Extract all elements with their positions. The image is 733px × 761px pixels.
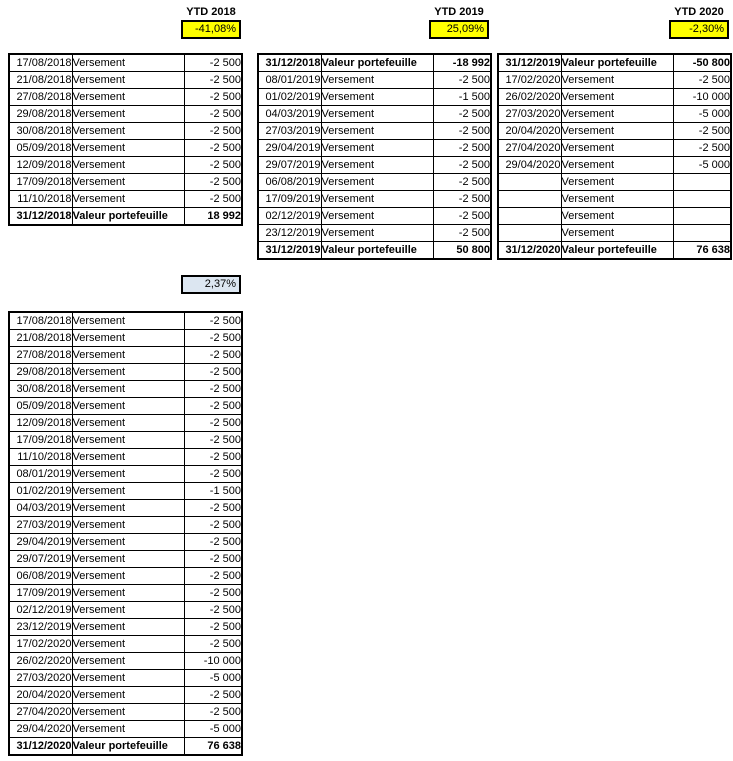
operation-label-cell[interactable]: Versement [72, 721, 184, 738]
date-cell[interactable]: 01/02/2019 [9, 483, 72, 500]
date-cell[interactable]: 21/08/2018 [9, 330, 72, 347]
date-cell[interactable]: 29/08/2018 [9, 364, 72, 381]
amount-cell[interactable]: -2 500 [433, 191, 491, 208]
operation-label-cell[interactable]: Versement [561, 140, 673, 157]
amount-cell[interactable]: -2 500 [184, 704, 242, 721]
date-cell[interactable]: 27/04/2020 [498, 140, 561, 157]
payment-row [9, 174, 242, 191]
amount-cell[interactable]: -5 000 [184, 670, 242, 687]
operation-label-cell[interactable]: Valeur portefeuille [561, 54, 673, 72]
operation-label-cell[interactable]: Versement [72, 687, 184, 704]
date-cell[interactable]: 05/09/2018 [9, 398, 72, 415]
payment-row [9, 157, 242, 174]
payment-row [9, 72, 242, 89]
payment-row [9, 602, 242, 619]
operation-label-cell[interactable]: Versement [561, 208, 673, 225]
overall-rate-cell[interactable]: 2,37% [181, 275, 241, 294]
date-cell[interactable]: 29/08/2018 [9, 106, 72, 123]
amount-cell[interactable] [673, 208, 731, 225]
date-cell[interactable]: 11/10/2018 [9, 449, 72, 466]
operation-label-cell[interactable]: Versement [321, 140, 433, 157]
operation-label-cell[interactable]: Versement [321, 89, 433, 106]
date-cell[interactable]: 17/09/2019 [258, 191, 321, 208]
amount-cell[interactable]: -2 500 [184, 72, 242, 89]
amount-cell[interactable]: -2 500 [433, 174, 491, 191]
payment-row [258, 225, 491, 242]
date-cell[interactable]: 05/09/2018 [9, 140, 72, 157]
amount-cell[interactable]: -2 500 [433, 72, 491, 89]
payment-row [498, 208, 731, 225]
date-cell[interactable]: 04/03/2019 [258, 106, 321, 123]
payment-row [498, 174, 731, 191]
payment-row [258, 123, 491, 140]
date-cell[interactable]: 20/04/2020 [498, 123, 561, 140]
payment-row [498, 89, 731, 106]
operation-label-cell[interactable]: Versement [561, 72, 673, 89]
payment-row [9, 585, 242, 602]
operation-label-cell[interactable]: Versement [72, 466, 184, 483]
payment-row [9, 721, 242, 738]
date-cell[interactable]: 31/12/2018 [9, 208, 72, 226]
date-cell[interactable]: 02/12/2019 [9, 602, 72, 619]
date-cell[interactable]: 26/02/2020 [9, 653, 72, 670]
operation-label-cell[interactable]: Versement [72, 54, 184, 72]
amount-cell[interactable]: -2 500 [184, 381, 242, 398]
operation-label-cell[interactable]: Versement [72, 500, 184, 517]
operation-label-cell[interactable]: Versement [72, 106, 184, 123]
date-cell[interactable]: 29/04/2019 [9, 534, 72, 551]
date-cell[interactable] [498, 225, 561, 242]
operation-label-cell[interactable]: Versement [72, 449, 184, 466]
operation-label-cell[interactable]: Versement [321, 106, 433, 123]
portfolio-value-row [498, 54, 731, 72]
amount-cell[interactable]: -2 500 [433, 157, 491, 174]
operation-label-cell[interactable]: Versement [72, 636, 184, 653]
operation-label-cell[interactable]: Versement [72, 585, 184, 602]
payment-row [9, 398, 242, 415]
date-cell[interactable]: 27/08/2018 [9, 89, 72, 106]
operation-label-cell[interactable]: Valeur portefeuille [321, 242, 433, 260]
payment-row [9, 500, 242, 517]
payment-row [9, 415, 242, 432]
date-cell[interactable]: 01/02/2019 [258, 89, 321, 106]
date-cell[interactable]: 17/09/2019 [9, 585, 72, 602]
amount-cell[interactable]: -10 000 [184, 653, 242, 670]
amount-cell[interactable]: -2 500 [184, 312, 242, 330]
payment-row [498, 72, 731, 89]
operation-label-cell[interactable]: Versement [72, 653, 184, 670]
date-cell[interactable] [498, 208, 561, 225]
amount-cell[interactable]: -2 500 [433, 225, 491, 242]
payment-row [9, 466, 242, 483]
payment-row [258, 89, 491, 106]
payment-row [9, 54, 242, 72]
amount-cell[interactable]: -2 500 [184, 466, 242, 483]
date-cell[interactable]: 31/12/2018 [258, 54, 321, 72]
operation-label-cell[interactable]: Versement [72, 619, 184, 636]
date-cell[interactable]: 31/12/2020 [498, 242, 561, 260]
amount-cell[interactable]: -2 500 [184, 364, 242, 381]
date-cell[interactable]: 30/08/2018 [9, 381, 72, 398]
date-cell[interactable]: 26/02/2020 [498, 89, 561, 106]
payment-row [9, 106, 242, 123]
operation-label-cell[interactable]: Versement [321, 157, 433, 174]
amount-cell[interactable]: -2 500 [673, 72, 731, 89]
ytd-2020-label: YTD 2020 [674, 6, 724, 18]
ytd-2020-value-cell[interactable]: -2,30% [669, 20, 729, 39]
operation-label-cell[interactable]: Valeur portefeuille [561, 242, 673, 260]
operation-label-cell[interactable]: Versement [72, 174, 184, 191]
amount-cell[interactable]: -2 500 [184, 568, 242, 585]
amount-cell[interactable]: -5 000 [673, 157, 731, 174]
operation-label-cell[interactable]: Valeur portefeuille [321, 54, 433, 72]
operation-label-cell[interactable]: Versement [72, 415, 184, 432]
date-cell[interactable]: 27/03/2020 [498, 106, 561, 123]
date-cell[interactable]: 27/03/2019 [258, 123, 321, 140]
payment-row [9, 568, 242, 585]
payment-row [9, 704, 242, 721]
date-cell[interactable]: 17/09/2018 [9, 174, 72, 191]
payment-row [9, 123, 242, 140]
amount-cell[interactable]: -1 500 [184, 483, 242, 500]
payment-row [258, 174, 491, 191]
amount-cell[interactable]: -2 500 [433, 106, 491, 123]
date-cell[interactable]: 02/12/2019 [258, 208, 321, 225]
amount-cell[interactable]: -2 500 [184, 89, 242, 106]
amount-cell[interactable]: -2 500 [184, 157, 242, 174]
payment-row [9, 140, 242, 157]
amount-cell[interactable]: -2 500 [184, 432, 242, 449]
date-cell[interactable]: 31/12/2020 [9, 738, 72, 756]
amount-cell[interactable] [673, 191, 731, 208]
operation-label-cell[interactable]: Versement [561, 157, 673, 174]
operation-label-cell[interactable]: Versement [561, 174, 673, 191]
amount-cell[interactable]: -2 500 [184, 449, 242, 466]
date-cell[interactable]: 30/08/2018 [9, 123, 72, 140]
operation-label-cell[interactable]: Versement [321, 208, 433, 225]
operation-label-cell[interactable]: Versement [72, 517, 184, 534]
amount-cell[interactable]: -2 500 [184, 551, 242, 568]
amount-cell[interactable]: -2 500 [184, 517, 242, 534]
operation-label-cell[interactable]: Versement [321, 72, 433, 89]
amount-cell[interactable]: -2 500 [184, 191, 242, 208]
amount-cell[interactable]: -2 500 [184, 687, 242, 704]
amount-cell[interactable]: -2 500 [184, 54, 242, 72]
amount-cell[interactable]: -2 500 [184, 585, 242, 602]
ytd-2020-detail-table [497, 53, 732, 260]
date-cell[interactable]: 23/12/2019 [9, 619, 72, 636]
amount-cell[interactable]: -50 800 [673, 54, 731, 72]
payment-row [258, 140, 491, 157]
payment-row [9, 636, 242, 653]
ytd-2018-value-cell[interactable]: -41,08% [181, 20, 241, 39]
amount-cell[interactable]: -2 500 [184, 123, 242, 140]
payment-row [9, 670, 242, 687]
ytd-2019-detail-table [257, 53, 492, 260]
operation-label-cell[interactable]: Versement [72, 568, 184, 585]
date-cell[interactable]: 06/08/2019 [258, 174, 321, 191]
date-cell[interactable]: 21/08/2018 [9, 72, 72, 89]
ytd-2019-value-cell[interactable]: 25,09% [429, 20, 489, 39]
amount-cell[interactable]: -2 500 [184, 636, 242, 653]
operation-label-cell[interactable]: Versement [321, 174, 433, 191]
payment-row [498, 140, 731, 157]
payment-row [9, 687, 242, 704]
date-cell[interactable]: 17/02/2020 [9, 636, 72, 653]
date-cell[interactable]: 17/02/2020 [498, 72, 561, 89]
operation-label-cell[interactable]: Versement [321, 225, 433, 242]
payment-row [9, 347, 242, 364]
amount-cell[interactable]: -2 500 [184, 500, 242, 517]
amount-cell[interactable]: -2 500 [184, 602, 242, 619]
date-cell[interactable] [498, 191, 561, 208]
date-cell[interactable]: 08/01/2019 [258, 72, 321, 89]
amount-cell[interactable] [673, 225, 731, 242]
date-cell[interactable]: 23/12/2019 [258, 225, 321, 242]
date-cell[interactable]: 17/08/2018 [9, 54, 72, 72]
operation-label-cell[interactable]: Versement [72, 364, 184, 381]
date-cell[interactable] [498, 174, 561, 191]
payment-row [9, 330, 242, 347]
operation-label-cell[interactable]: Versement [72, 140, 184, 157]
payment-row [498, 106, 731, 123]
date-cell[interactable]: 17/08/2018 [9, 312, 72, 330]
ytd-2018-label: YTD 2018 [186, 6, 236, 18]
amount-cell[interactable]: -10 000 [673, 89, 731, 106]
payment-row [9, 653, 242, 670]
payment-row [9, 619, 242, 636]
payment-row [258, 106, 491, 123]
amount-cell[interactable]: -2 500 [184, 398, 242, 415]
operation-label-cell[interactable]: Versement [72, 330, 184, 347]
operation-label-cell[interactable]: Versement [72, 551, 184, 568]
payment-row [9, 551, 242, 568]
operation-label-cell[interactable]: Versement [561, 225, 673, 242]
date-cell[interactable]: 06/08/2019 [9, 568, 72, 585]
portfolio-value-row [9, 738, 242, 756]
date-cell[interactable]: 31/12/2019 [498, 54, 561, 72]
operation-label-cell[interactable]: Versement [72, 312, 184, 330]
payment-row [9, 89, 242, 106]
amount-cell[interactable]: -2 500 [184, 347, 242, 364]
ytd-2019-label: YTD 2019 [434, 6, 484, 18]
operation-label-cell[interactable]: Versement [72, 123, 184, 140]
amount-cell[interactable]: -2 500 [184, 619, 242, 636]
operation-label-cell[interactable]: Versement [321, 191, 433, 208]
amount-cell[interactable]: -2 500 [184, 415, 242, 432]
amount-cell[interactable]: 76 638 [673, 242, 731, 260]
date-cell[interactable]: 27/04/2020 [9, 704, 72, 721]
operation-label-cell[interactable]: Versement [72, 704, 184, 721]
date-cell[interactable]: 08/01/2019 [9, 466, 72, 483]
operation-label-cell[interactable]: Versement [72, 191, 184, 208]
amount-cell[interactable]: -2 500 [184, 330, 242, 347]
amount-cell[interactable]: -2 500 [184, 106, 242, 123]
date-cell[interactable]: 12/09/2018 [9, 157, 72, 174]
date-cell[interactable]: 29/07/2019 [9, 551, 72, 568]
amount-cell[interactable]: -2 500 [184, 534, 242, 551]
ytd-2018-detail-table [8, 53, 243, 226]
operation-label-cell[interactable]: Versement [72, 89, 184, 106]
date-cell[interactable]: 29/04/2019 [258, 140, 321, 157]
operation-label-cell[interactable]: Versement [561, 191, 673, 208]
amount-cell[interactable]: 76 638 [184, 738, 242, 756]
operation-label-cell[interactable]: Versement [72, 72, 184, 89]
amount-cell[interactable]: -2 500 [433, 140, 491, 157]
payment-row [9, 534, 242, 551]
date-cell[interactable]: 12/09/2018 [9, 415, 72, 432]
payment-row [258, 208, 491, 225]
payment-row [258, 191, 491, 208]
amount-cell[interactable]: -2 500 [184, 174, 242, 191]
date-cell[interactable]: 04/03/2019 [9, 500, 72, 517]
date-cell[interactable]: 27/08/2018 [9, 347, 72, 364]
date-cell[interactable]: 27/03/2019 [9, 517, 72, 534]
operation-label-cell[interactable]: Versement [72, 602, 184, 619]
operation-label-cell[interactable]: Versement [72, 483, 184, 500]
operation-label-cell[interactable]: Versement [72, 157, 184, 174]
payment-row [498, 191, 731, 208]
date-cell[interactable]: 29/07/2019 [258, 157, 321, 174]
payment-row [9, 364, 242, 381]
operation-label-cell[interactable]: Versement [72, 432, 184, 449]
portfolio-value-row [9, 208, 242, 226]
payment-row [258, 157, 491, 174]
payment-row [9, 449, 242, 466]
date-cell[interactable]: 11/10/2018 [9, 191, 72, 208]
payment-row [9, 381, 242, 398]
operation-label-cell[interactable]: Versement [72, 398, 184, 415]
payment-row [9, 312, 242, 330]
portfolio-value-row [258, 242, 491, 260]
payment-row [9, 432, 242, 449]
operation-label-cell[interactable]: Valeur portefeuille [72, 208, 184, 226]
date-cell[interactable]: 27/03/2020 [9, 670, 72, 687]
payment-row [9, 517, 242, 534]
operation-label-cell[interactable]: Valeur portefeuille [72, 738, 184, 756]
amount-cell[interactable]: 18 992 [184, 208, 242, 226]
amount-cell[interactable]: 50 800 [433, 242, 491, 260]
date-cell[interactable]: 29/04/2020 [498, 157, 561, 174]
payment-row [498, 225, 731, 242]
operation-label-cell[interactable]: Versement [561, 89, 673, 106]
amount-cell[interactable]: -2 500 [184, 140, 242, 157]
amount-cell[interactable] [673, 174, 731, 191]
payment-row [9, 483, 242, 500]
operation-label-cell[interactable]: Versement [72, 347, 184, 364]
date-cell[interactable]: 29/04/2020 [9, 721, 72, 738]
date-cell[interactable]: 17/09/2018 [9, 432, 72, 449]
operation-label-cell[interactable]: Versement [72, 381, 184, 398]
amount-cell[interactable]: -2 500 [433, 123, 491, 140]
operation-label-cell[interactable]: Versement [561, 106, 673, 123]
amount-cell[interactable]: -5 000 [673, 106, 731, 123]
payment-row [258, 72, 491, 89]
date-cell[interactable]: 31/12/2019 [258, 242, 321, 260]
payment-row [498, 123, 731, 140]
payment-row [498, 157, 731, 174]
amount-cell[interactable]: -5 000 [184, 721, 242, 738]
amount-cell[interactable]: -2 500 [673, 140, 731, 157]
operation-label-cell[interactable]: Versement [561, 123, 673, 140]
amount-cell[interactable]: -2 500 [433, 208, 491, 225]
portfolio-value-row [498, 242, 731, 260]
date-cell[interactable]: 20/04/2020 [9, 687, 72, 704]
amount-cell[interactable]: -1 500 [433, 89, 491, 106]
portfolio-value-row [258, 54, 491, 72]
amount-cell[interactable]: -2 500 [673, 123, 731, 140]
operation-label-cell[interactable]: Versement [321, 123, 433, 140]
full-period-detail-table [8, 311, 243, 756]
payment-row [9, 191, 242, 208]
amount-cell[interactable]: -18 992 [433, 54, 491, 72]
operation-label-cell[interactable]: Versement [72, 670, 184, 687]
operation-label-cell[interactable]: Versement [72, 534, 184, 551]
